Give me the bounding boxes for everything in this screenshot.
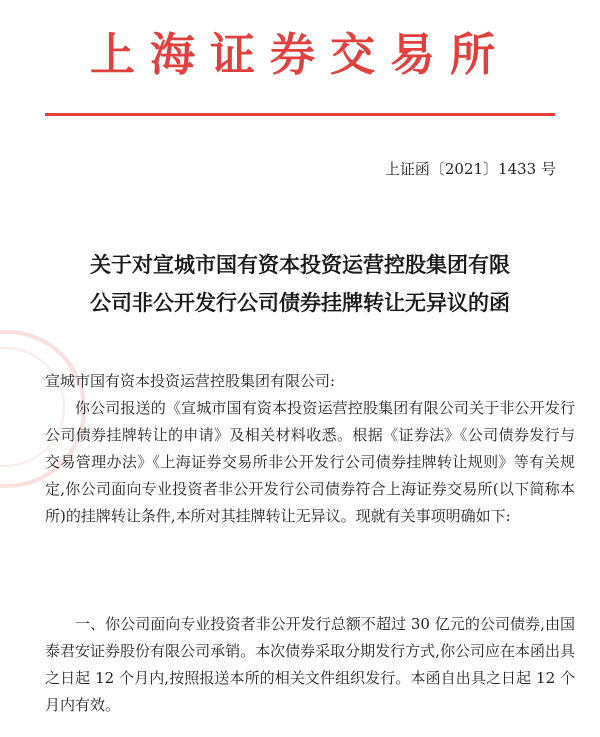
document-title (0, 246, 600, 322)
body-paragraph-2: 一、你公司面向专业投资者非公开发行总额不超过 30 亿元的公司债券,由国泰君安证券股份有限公司承销。本次债券采取分期发行方式,你公司应在本函出具之日起 12 个月内,按照报送本所的相关文件组织发行。本函自出具之日起 12 个月内有效。 (45, 615, 575, 714)
issuer-header: 上海证券交易所 (89, 28, 510, 81)
addressee: 宣城市国有资本投资运营控股集团有限公司: (45, 372, 336, 390)
body-paragraph-1: 你公司报送的《宣城市国有资本投资运营控股集团有限公司关于非公开发行公司债券挂牌转让的申请》及相关材料收悉。根据《证券法》《公司债券发行与交易管理办法》《上海证券交易所非公开发行公司债券挂牌转让规则》等有关规定,你公司面向专业投资者非公开发行公司债券符合上海证券交易所(以下简称本所)的挂牌转让条件,本所对其挂牌转让无异议。现就有关事项明确如下: (45, 399, 575, 525)
header-divider (45, 113, 555, 116)
document-number: 上证函〔2021〕1433 号 (384, 160, 556, 178)
document-title-line-1: 关于对宣城市国有资本投资运营控股集团有限 (90, 253, 510, 277)
document-title-line-2: 公司非公开发行公司债券挂牌转让无异议的函 (90, 291, 510, 315)
